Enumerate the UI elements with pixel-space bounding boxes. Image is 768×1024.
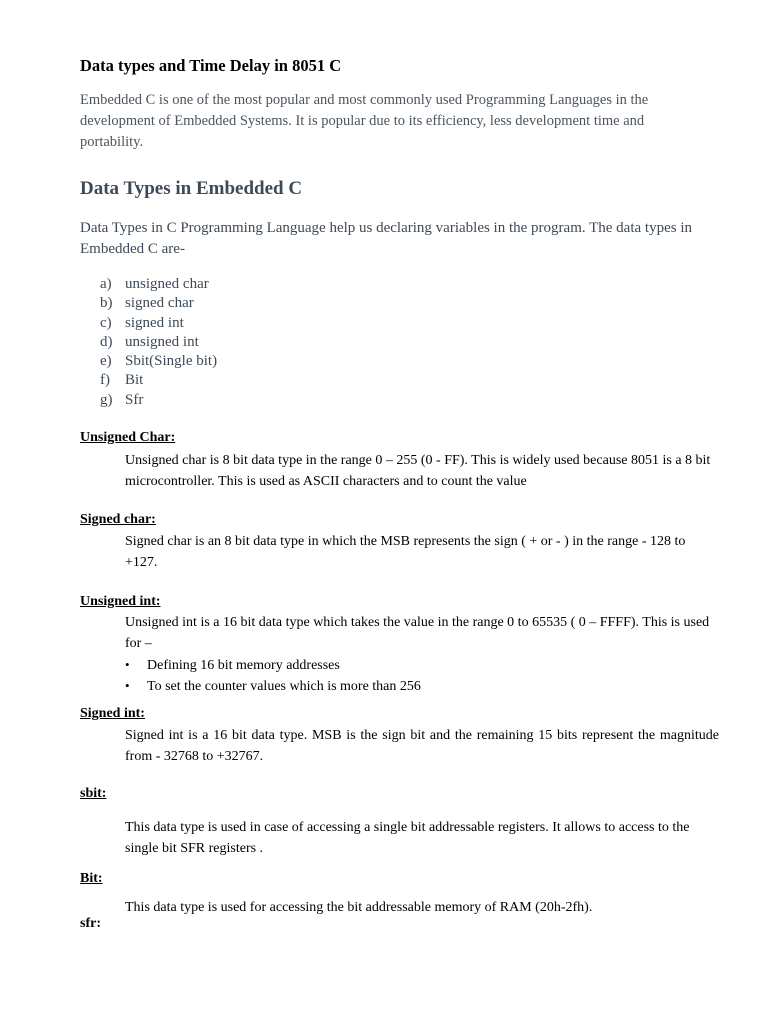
section-heading: Data Types in Embedded C xyxy=(80,178,303,199)
intro-paragraph: Embedded C is one of the most popular and most commonly used Programming Languages in the development of Embedded Systems. It is popular due to its efficiency, less development time and portability. xyxy=(80,92,649,150)
section-intro-paragraph: Data Types in C Programming Language help us declaring variables in the program. The data types in Embedded C are- xyxy=(80,220,692,257)
list-item-text: unsigned char xyxy=(125,276,209,292)
list-marker: a) xyxy=(100,276,112,292)
bullet-text: Defining 16 bit memory addresses xyxy=(147,658,340,673)
sbit-text: This data type is used in case of accessing a single bit addressable registers. It allows to access to the single bit SFR registers . xyxy=(125,820,690,856)
list-marker: b) xyxy=(100,295,113,312)
bullet-icon: • xyxy=(125,677,130,693)
list-item xyxy=(100,371,217,390)
list-item xyxy=(100,333,217,352)
signed-int-text: Signed int is a 16 bit data type. MSB is the sign bit and the remaining 15 bits represent the magnitude from - 32768 to +32767. xyxy=(125,728,719,764)
unsigned-char-text: Unsigned char is 8 bit data type in the range 0 – 255 (0 - FF). This is widely used because 8051 is a 8 bit microcontroller. This is used as ASCII characters and to count the value xyxy=(125,453,711,489)
signed-char-heading: Signed char: xyxy=(80,512,156,527)
list-marker: f) xyxy=(100,372,110,389)
data-types-list xyxy=(100,275,217,410)
sbit-heading: sbit: xyxy=(80,786,107,801)
list-item xyxy=(100,352,217,371)
bullet-item xyxy=(125,676,421,697)
sfr-heading: sfr: xyxy=(80,916,101,931)
list-marker: d) xyxy=(100,333,113,350)
unsigned-int-heading: Unsigned int: xyxy=(80,594,161,609)
list-item-text: Sbit(Single bit) xyxy=(125,353,218,370)
list-item-text: unsigned int xyxy=(125,333,199,350)
list-item-text: signed char xyxy=(125,295,194,312)
list-item xyxy=(100,391,217,410)
signed-char-text: Signed char is an 8 bit data type in which the MSB represents the sign ( + or - ) in the range - 128 to +127. xyxy=(125,534,686,570)
list-item-text: Sfr xyxy=(125,391,144,408)
unsigned-int-text: Unsigned int is a 16 bit data type which takes the value in the range 0 to 65535 ( 0 – FFFF). This is used for – xyxy=(125,615,710,651)
signed-int-heading: Signed int: xyxy=(80,706,145,721)
list-item xyxy=(100,294,217,313)
list-marker: e) xyxy=(100,353,112,370)
bit-text: This data type is used for accessing the bit addressable memory of RAM (20h-2fh). xyxy=(125,900,593,915)
list-marker: g) xyxy=(100,391,113,408)
bit-heading: Bit: xyxy=(80,871,103,886)
list-item xyxy=(100,314,217,333)
list-item xyxy=(100,275,217,294)
unsigned-char-heading: Unsigned Char: xyxy=(80,430,176,445)
document-title: Data types and Time Delay in 8051 C xyxy=(80,56,342,75)
list-item-text: Bit xyxy=(125,372,144,389)
bullet-item xyxy=(125,655,421,676)
bullet-text: To set the counter values which is more than 256 xyxy=(147,678,421,694)
list-marker: c) xyxy=(100,314,112,331)
bullet-icon: • xyxy=(125,657,130,672)
list-item-text: signed int xyxy=(125,314,184,331)
unsigned-int-bullets xyxy=(125,655,421,696)
